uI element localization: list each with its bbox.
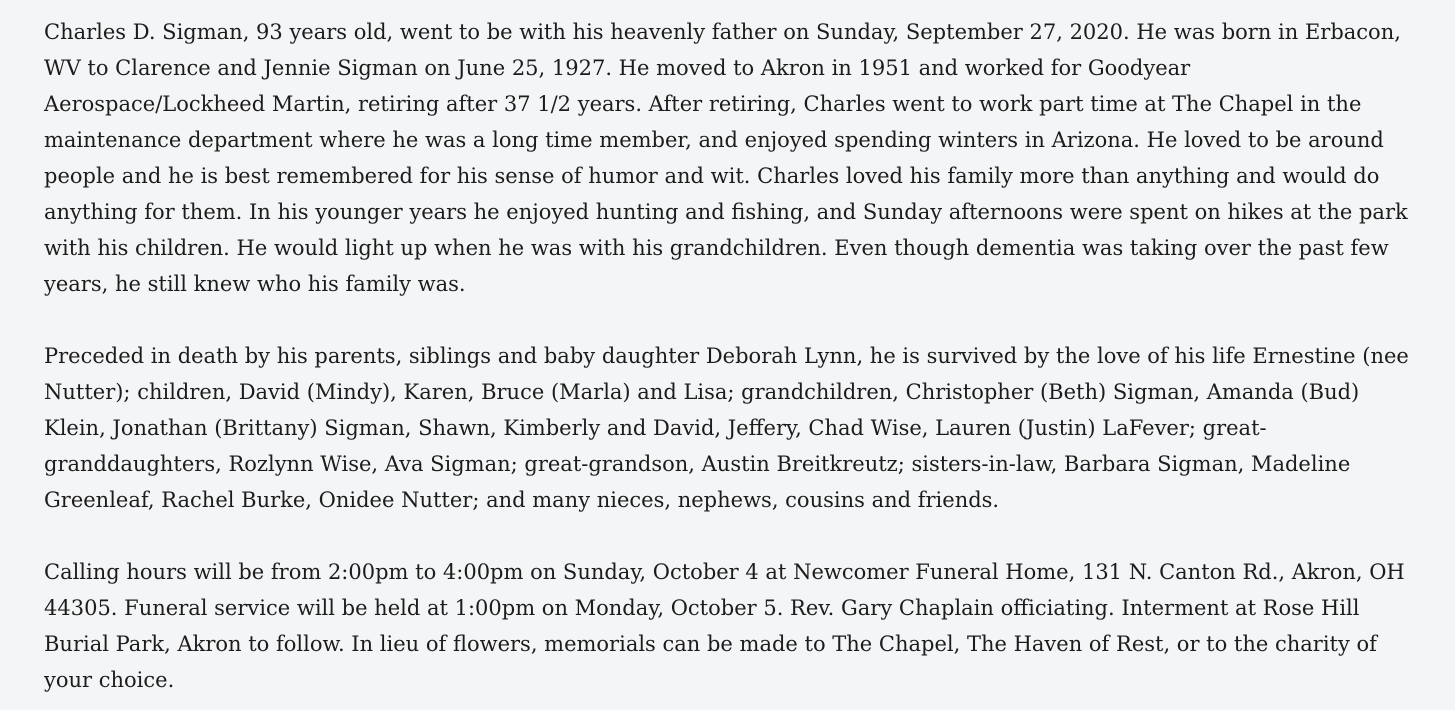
obituary-paragraph-services: Calling hours will be from 2:00pm to 4:00pm on Sunday, October 4 at Newcomer Funeral Home, 131 N. Canton Rd., Akron, OH 44305. Funeral service will be held at 1:00pm on Monday, October 5. Rev. Gary Chaplain officiating. Interment at Rose Hill Burial Park, Akron to follow. In lieu of flowers, memorials can be made to The Chapel, The Haven of Rest, or to the charity of your choice. (44, 560, 1405, 692)
obituary-paragraph-bio: Charles D. Sigman, 93 years old, went to be with his heavenly father on Sunday, September 27, 2020. He was born in Erbacon, WV to Clarence and Jennie Sigman on June 25, 1927. He moved to Akron in 1951 and worked for Goodyear Aerospace/Lockheed Martin, retiring after 37 1/2 years. After retiring, Charles went to work part time at The Chapel in the maintenance department where he was a long time member, and enjoyed spending winters in Arizona. He loved to be around people and he is best remembered for his sense of humor and wit. Charles loved his family more than anything and would do anything for them. In his younger years he enjoyed hunting and fishing, and Sunday afternoons were spent on hikes at the park with his children. He would light up when he was with his grandchildren. Even though dementia was taking over the past few years, he still knew who his family was. (44, 20, 1408, 296)
obituary-paragraph-survivors: Preceded in death by his parents, siblings and baby daughter Deborah Lynn, he is survived by the love of his life Ernestine (nee Nutter); children, David (Mindy), Karen, Bruce (Marla) and Lisa; grandchildren, Christopher (Beth) Sigman, Amanda (Bud) Klein, Jonathan (Brittany) Sigman, Shawn, Kimberly and David, Jeffery, Chad Wise, Lauren (Justin) LaFever; great-granddaughters, Rozlynn Wise, Ava Sigman; great-grandson, Austin Breitkreutz; sisters-in-law, Barbara Sigman, Madeline Greenleaf, Rachel Burke, Onidee Nutter; and many nieces, nephews, cousins and friends. (44, 344, 1409, 512)
